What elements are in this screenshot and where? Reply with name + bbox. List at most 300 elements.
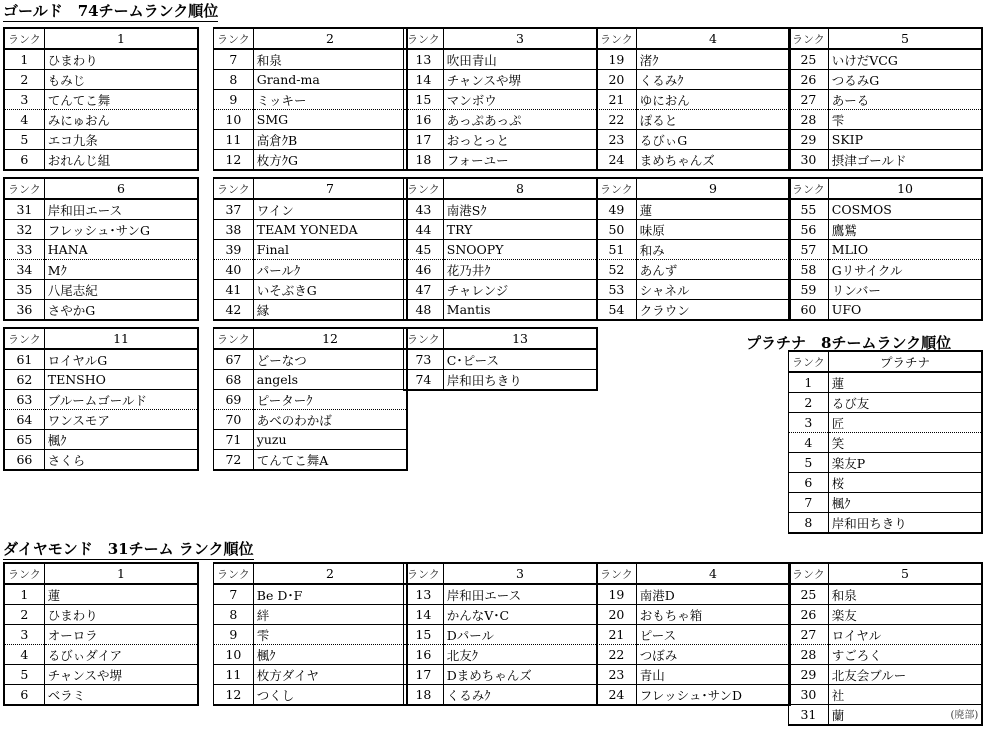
rank-column-header: ランク [4,28,44,49]
table-row [597,110,791,130]
team-name: さやかG [44,300,198,321]
rank-column-header: ランク [404,563,444,584]
table-row [789,199,983,220]
rank-number: 71 [214,430,254,450]
table-row [4,450,198,471]
team-name: 摂津ゴールド [828,150,982,171]
table-row [789,130,983,150]
table-row [214,130,408,150]
team-name: 南港Sｸ [443,199,597,220]
team-name: 縁 [253,300,407,321]
rank-number: 42 [214,300,254,321]
table-row [597,665,791,685]
rank-number: 14 [404,605,444,625]
rank-number: 16 [404,110,444,130]
table-row [214,110,408,130]
team-name: 桜 [828,473,982,493]
rank-number: 5 [4,130,44,150]
rank-number: 18 [404,150,444,171]
team-name: 楓ｸ [828,493,982,513]
rank-number: 63 [4,390,44,410]
team-name: HANA [44,240,198,260]
rank-number: 26 [789,605,829,625]
team-name: くるみｸ [443,685,597,706]
team-name: 渚ｸ [636,49,790,70]
gold-rank-table [403,177,598,321]
rank-number: 1 [4,49,44,70]
table-row [597,625,791,645]
team-name: ゆにおん [636,90,790,110]
table-row [4,665,198,685]
rank-number: 10 [214,645,254,665]
rank-number: 22 [597,110,637,130]
block-header: 12 [253,328,407,349]
rank-number: 5 [4,665,44,685]
diamond-rank-table [596,562,791,706]
team-name: つくし [253,685,407,706]
rank-column-header: ランク [4,563,44,584]
rank-number: 70 [214,410,254,430]
rank-number: 69 [214,390,254,410]
team-name: 枚方ダイヤ [253,665,407,685]
rank-number: 10 [214,110,254,130]
team-name: てんてこ舞 [44,90,198,110]
rank-number: 37 [214,199,254,220]
rank-number: 27 [789,625,829,645]
table-row [4,625,198,645]
team-name: ロイヤルG [44,349,198,370]
table-row [597,645,791,665]
team-name: 雫 [828,110,982,130]
team-name: おもちゃ箱 [636,605,790,625]
team-name: TEAM YONEDA [253,220,407,240]
table-row [789,49,983,70]
team-name: エコ九条 [44,130,198,150]
team-name: 花乃井ｸ [443,260,597,280]
rank-number: 4 [789,433,829,453]
table-row [597,260,791,280]
table-row [214,199,408,220]
table-row [214,49,408,70]
rank-column-header: ランク [4,178,44,199]
table-row [789,493,983,513]
team-name: オーロラ [44,625,198,645]
rank-number: 9 [214,90,254,110]
gold-rank-table [403,27,598,171]
table-row [789,665,983,685]
rank-number: 2 [789,393,829,413]
team-name: 楽友P [828,453,982,473]
team-name: 蓮 [636,199,790,220]
rank-number: 34 [4,260,44,280]
team-name: UFO [828,300,982,321]
team-name: 楽友 [828,605,982,625]
rank-number: 68 [214,370,254,390]
team-name: Dパール [443,625,597,645]
rank-number: 24 [597,150,637,171]
rank-number: 60 [789,300,829,321]
team-name: ロイヤル [828,625,982,645]
rank-number: 3 [4,625,44,645]
team-name: 青山 [636,665,790,685]
rank-number: 73 [404,349,444,370]
rank-number: 39 [214,240,254,260]
table-row [4,390,198,410]
rank-number: 17 [404,665,444,685]
team-name: angels [253,370,407,390]
rank-column-header: ランク [214,178,254,199]
block-header: 2 [253,563,407,584]
rank-number: 52 [597,260,637,280]
rank-column-header: ランク [789,28,829,49]
team-name: あっぷあっぷ [443,110,597,130]
table-row [4,130,198,150]
team-name: 岸和田ちきり [828,513,982,534]
table-row [404,584,598,605]
block-header: 13 [443,328,597,349]
disbanded-note: (廃部) [950,709,979,721]
team-name: 北友会ブルー [828,665,982,685]
platinum-title: プラチナ 8チームランク順位 [746,334,952,352]
team-name: みにゅおん [44,110,198,130]
rank-number: 47 [404,280,444,300]
rank-number: 41 [214,280,254,300]
team-name: 蘭 (廃部) [828,705,982,726]
table-row [4,280,198,300]
rank-number: 44 [404,220,444,240]
table-row [4,430,198,450]
table-row [404,300,598,321]
team-name: ベラミ [44,685,198,706]
team-name: MLIO [828,240,982,260]
block-header: 6 [44,178,198,199]
gold-rank-table [788,27,983,171]
rank-column-header: ランク [214,28,254,49]
rank-number: 56 [789,220,829,240]
team-name: チャンスや堺 [443,70,597,90]
table-row [404,645,598,665]
table-row [789,260,983,280]
team-name: 味原 [636,220,790,240]
table-row [214,220,408,240]
gold-rank-table [596,177,791,321]
gold-rank-table [213,327,408,471]
rank-number: 20 [597,70,637,90]
table-row [214,300,408,321]
rank-number: 7 [789,493,829,513]
rank-number: 38 [214,220,254,240]
table-row [4,584,198,605]
rank-number: 3 [4,90,44,110]
team-name: SNOOPY [443,240,597,260]
rank-column-header: ランク [404,28,444,49]
table-row [597,240,791,260]
table-row [597,90,791,110]
team-name: 高倉ｸB [253,130,407,150]
rank-number: 8 [214,70,254,90]
rank-number: 21 [597,625,637,645]
rank-number: 12 [214,150,254,171]
rank-column-header: ランク [789,351,829,372]
table-row [214,349,408,370]
block-header: 3 [443,563,597,584]
table-row [214,625,408,645]
rank-number: 67 [214,349,254,370]
team-name: Final [253,240,407,260]
rank-column-header: ランク [214,328,254,349]
team-name: てんてこ舞A [253,450,407,471]
rank-number: 3 [789,413,829,433]
rank-column-header: ランク [597,28,637,49]
team-name: C･ピース [443,349,597,370]
rank-number: 22 [597,645,637,665]
table-row [789,70,983,90]
table-row [4,240,198,260]
rank-number: 6 [4,150,44,171]
rank-number: 40 [214,260,254,280]
table-row [404,49,598,70]
team-name: おっとっと [443,130,597,150]
gold-rank-table [3,177,199,321]
team-name: クラウン [636,300,790,321]
rank-number: 57 [789,240,829,260]
rank-number: 18 [404,685,444,706]
team-name: 雫 [253,625,407,645]
table-row [404,370,598,391]
table-row [404,280,598,300]
rank-number: 30 [789,150,829,171]
table-row [4,49,198,70]
team-name: さくら [44,450,198,471]
table-row [4,349,198,370]
team-name: マンボウ [443,90,597,110]
diamond-rank-table [788,562,983,726]
team-name: Be D･F [253,584,407,605]
gold-rank-table [596,27,791,171]
table-row [789,625,983,645]
rank-number: 14 [404,70,444,90]
gold-rank-table [788,177,983,321]
team-name: SMG [253,110,407,130]
rank-number: 25 [789,584,829,605]
rank-number: 19 [597,584,637,605]
team-name: るびぃダイア [44,645,198,665]
team-name: もみじ [44,70,198,90]
table-row [404,199,598,220]
rank-number: 61 [4,349,44,370]
rank-column-header: ランク [597,563,637,584]
table-row [597,685,791,706]
team-name: リンバー [828,280,982,300]
team-name: SKIP [828,130,982,150]
rank-number: 53 [597,280,637,300]
team-name: TRY [443,220,597,240]
table-row [214,665,408,685]
table-row [597,300,791,321]
team-name: 和泉 [828,584,982,605]
rank-number: 8 [214,605,254,625]
team-name: Gリサイクル [828,260,982,280]
team-name: ひまわり [44,605,198,625]
diamond-rank-table [3,562,199,706]
block-header: 4 [636,563,790,584]
team-name: 北友ｸ [443,645,597,665]
table-row [597,150,791,171]
team-name: パールｸ [253,260,407,280]
table-row [4,685,198,706]
table-row [789,453,983,473]
team-name: ぽると [636,110,790,130]
table-row [597,220,791,240]
rank-number: 7 [214,584,254,605]
rank-number: 26 [789,70,829,90]
diamond-rank-table [403,562,598,706]
team-name: あーる [828,90,982,110]
table-row [789,513,983,534]
table-row [789,473,983,493]
team-name: 吹田青山 [443,49,597,70]
table-row [214,240,408,260]
rank-column-header: ランク [789,563,829,584]
table-row [789,605,983,625]
team-name: TENSHO [44,370,198,390]
rank-column-header: ランク [404,178,444,199]
team-name: フォーユー [443,150,597,171]
team-name: COSMOS [828,199,982,220]
diamond-title: ダイヤモンド 31チーム ランク順位 [3,540,254,558]
table-row [404,625,598,645]
block-header: 7 [253,178,407,199]
rank-number: 8 [789,513,829,534]
team-name: フレッシュ･サンD [636,685,790,706]
rank-number: 4 [4,110,44,130]
table-row [214,70,408,90]
table-row [214,390,408,410]
table-row [404,260,598,280]
rank-number: 43 [404,199,444,220]
team-name: まめちゃんズ [636,150,790,171]
table-row [404,665,598,685]
block-header: 9 [636,178,790,199]
team-name: yuzu [253,430,407,450]
gold-rank-table [213,27,408,171]
table-row [4,260,198,280]
team-name: チャレンジ [443,280,597,300]
block-header: 10 [828,178,982,199]
rank-number: 25 [789,49,829,70]
team-name: あべのわかば [253,410,407,430]
table-row [214,645,408,665]
table-row [404,90,598,110]
rank-number: 1 [4,584,44,605]
rank-number: 19 [597,49,637,70]
rank-number: 29 [789,665,829,685]
table-row [214,370,408,390]
table-row [789,393,983,413]
rank-number: 55 [789,199,829,220]
block-header: 1 [44,563,198,584]
team-name: 岸和田エース [443,584,597,605]
table-row [789,150,983,171]
team-name: いけだVCG [828,49,982,70]
rank-number: 32 [4,220,44,240]
rank-number: 24 [597,685,637,706]
table-row [4,90,198,110]
table-row [4,370,198,390]
team-name: おれんじ組 [44,150,198,171]
rank-number: 48 [404,300,444,321]
team-name: すごろく [828,645,982,665]
team-name: 匠 [828,413,982,433]
table-row [404,110,598,130]
team-name: ワイン [253,199,407,220]
rank-column-header: ランク [4,328,44,349]
block-header: 1 [44,28,198,49]
rank-number: 21 [597,90,637,110]
block-header: 8 [443,178,597,199]
rank-number: 65 [4,430,44,450]
table-row [214,584,408,605]
team-name: シャネル [636,280,790,300]
table-row [789,433,983,453]
block-header: 3 [443,28,597,49]
team-name: Mantis [443,300,597,321]
rank-number: 51 [597,240,637,260]
rank-number: 17 [404,130,444,150]
rank-number: 6 [4,685,44,706]
gold-rank-table [213,177,408,321]
rank-number: 12 [214,685,254,706]
table-row [404,70,598,90]
rank-number: 4 [4,645,44,665]
table-row [214,450,408,471]
rank-number: 15 [404,90,444,110]
team-name: 岸和田エース [44,199,198,220]
team-name: ワンスモア [44,410,198,430]
rank-number: 28 [789,110,829,130]
team-name: つぼみ [636,645,790,665]
table-row [4,645,198,665]
table-row [4,410,198,430]
rank-number: 74 [404,370,444,391]
rank-column-header: ランク [597,178,637,199]
table-row [597,605,791,625]
gold-rank-table [3,327,199,471]
team-name: 楓ｸ [44,430,198,450]
rank-number: 45 [404,240,444,260]
rank-number: 13 [404,49,444,70]
team-name: くるみｸ [636,70,790,90]
block-header: 11 [44,328,198,349]
team-name: ピース [636,625,790,645]
team-name: 蓮 [828,372,982,393]
team-name: ピーターｸ [253,390,407,410]
table-row [789,705,983,726]
rank-number: 2 [4,605,44,625]
rank-column-header: ランク [789,178,829,199]
table-row [597,584,791,605]
rank-number: 5 [789,453,829,473]
team-name: 岸和田ちきり [443,370,597,391]
table-row [214,605,408,625]
rank-number: 31 [4,199,44,220]
team-name: 蓮 [44,584,198,605]
table-row [404,220,598,240]
rank-number: 35 [4,280,44,300]
table-row [404,685,598,706]
table-row [789,645,983,665]
team-name: 鷹鷲 [828,220,982,240]
